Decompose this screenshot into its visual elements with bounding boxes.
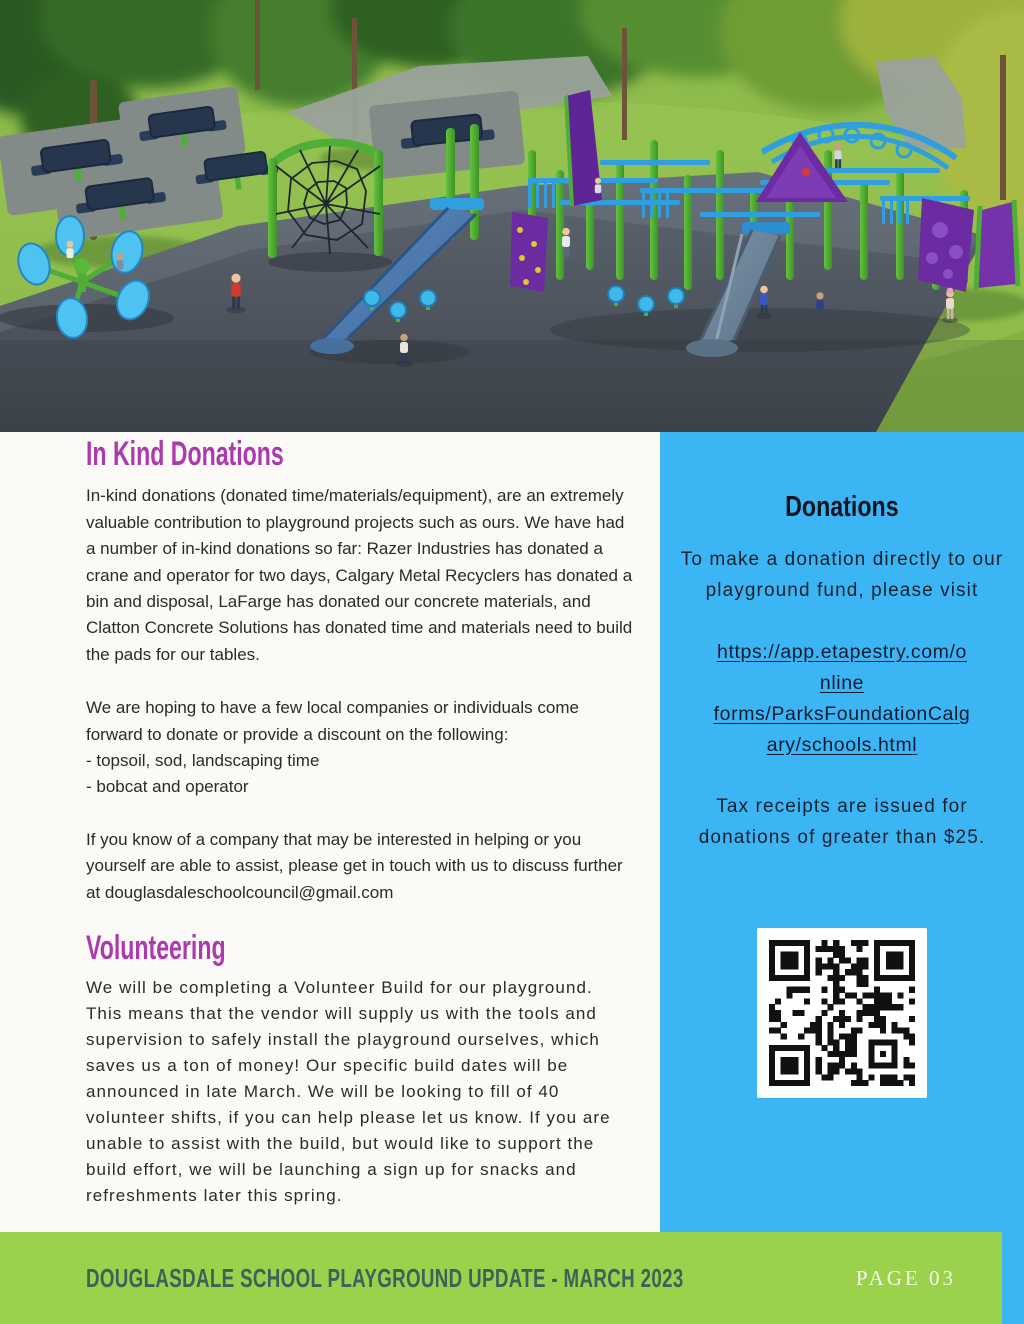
- donation-link-line: https://app.etapestry.com/o: [717, 640, 967, 663]
- in-kind-paragraph: In-kind donations (donated time/materials/equipment), are an extremely valuable contribution to playground projects such as ours. We have had a number of in-kind donations so far: Razer Industries has donated a crane and operator for two days, Calgary Metal Recyclers has donated a bin and disposal, LaFarge has donated our concrete materials, and Clatton Concrete Solutions has donated time and materials need to build the pads for our tables.: [86, 486, 633, 664]
- in-kind-donations-heading: In Kind Donations: [86, 435, 284, 473]
- in-kind-list-item: - topsoil, sod, landscaping time: [86, 751, 320, 771]
- donations-panel: [660, 432, 1024, 1324]
- footer-bar: [0, 1232, 1002, 1324]
- in-kind-closing-paragraph: If you know of a company that may be interested in helping or you yourself are able to assist, please get in touch with us to discuss further at douglasdaleschoolcouncil@gmail.com: [86, 829, 623, 902]
- donation-link-line: forms/ParksFoundationCalg: [713, 702, 971, 725]
- volunteering-paragraph: We will be completing a Volunteer Build for our playground. This means that the vendor will supply us with the tools and supervision to safely install the playground ourselves, which saves us a ton of money! Our specific build dates will be announced in late March. We will be looking to fill of 40 volunteer shifts, if you can help please let us know. If you are unable to assist with the build, but would like to support the build effort, we will be launching a sign up for snacks and refreshments later this spring.: [86, 978, 611, 1205]
- tax-receipt-note: Tax receipts are issued for donations of greater than $25.: [698, 795, 986, 849]
- in-kind-paragraph: We are hoping to have a few local companies or individuals come forward to donate or provide a discount on the following:: [86, 698, 579, 744]
- volunteering-heading: Volunteering: [86, 929, 226, 968]
- article-column: [86, 436, 634, 1209]
- footer-title: DOUGLASDALE SCHOOL PLAYGROUND UPDATE - MARCH 2023: [86, 1262, 684, 1293]
- playground-render-image: [0, 0, 1024, 432]
- in-kind-list-item: - bobcat and operator: [86, 777, 249, 797]
- donation-link-line: nline: [819, 671, 865, 694]
- footer-page-number: PAGE 03: [855, 1265, 956, 1290]
- donations-intro-text: To make a donation directly to our playground fund, please visit: [680, 548, 1004, 602]
- donation-link[interactable]: [677, 637, 1007, 761]
- qr-code: [757, 928, 927, 1098]
- donations-heading: Donations: [785, 491, 899, 523]
- donation-link-line: ary/schools.html: [766, 733, 918, 756]
